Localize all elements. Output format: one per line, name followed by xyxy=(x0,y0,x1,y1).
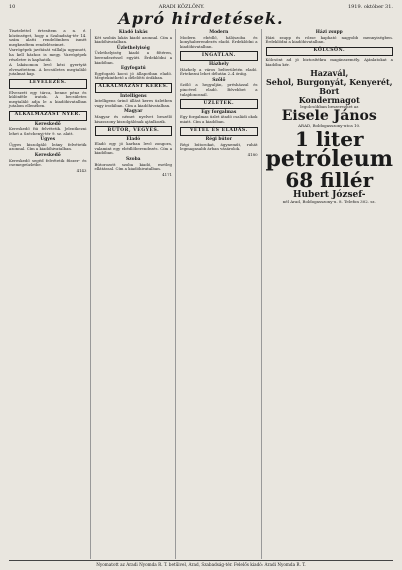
display-ad-line: petróleum xyxy=(265,145,393,172)
ad-text: Tisztelettel értesítem a n. é. közönséget, hogy a Szabadság-tér 14. szám alatti rendelőmben ismét megkezdtem rendeléseimet. xyxy=(9,28,87,47)
ad-text: Házi zsupp és rőzse kapható nagyobb mennyiségben. Érdeklődni a kiadóhivatalban. xyxy=(265,34,393,45)
ad-text: Szőlő a hegyalján, présházzal és pincével eladó. Bővebbet a tulajdonosnál. xyxy=(180,82,258,97)
ad-text: Kölcsönt ad jó biztosítékra magánszemély. Ajánlatokat a kiadóba kér. xyxy=(265,57,393,67)
section-heading: ALKALMAZÁST KERES. xyxy=(95,83,173,93)
display-ad-line: Sehol, Burgonyát, Kenyerét, Bort xyxy=(266,76,393,96)
ad-text: Varrógépek javítását vállalja ugyanott, ha kell házhoz is megy. Varrógépek részletre is kaphatók. xyxy=(9,47,87,62)
issue-date: 1919. október 31. xyxy=(347,4,393,10)
display-ad-line: 1 liter xyxy=(294,126,364,151)
ad-heading: Egy forgalmas xyxy=(201,109,237,115)
ad-heading: Régi bútor xyxy=(205,137,232,143)
section-heading: LEVELEZÉS. xyxy=(9,79,87,89)
column-1 xyxy=(9,29,91,559)
ad-text: Egyfogatú kocsi jó állapotban eladó. Megtekinthető a délelőtti órákban. xyxy=(94,70,173,81)
ad-text: Eladó egy jó karban levő zongora, valamint egy ebédlőberendezés. Cím a kiadóban. xyxy=(94,141,173,156)
ad-heading: Egyfogatú xyxy=(120,66,146,72)
display-ad-line: Kondermagot xyxy=(298,94,360,105)
ad-heading: Kereskedő xyxy=(34,153,61,159)
ad-heading: Házhely xyxy=(208,61,229,67)
ad-text: Elveszett egy tárca, benne pénz és különféle iratok. A becsületes megtaláló adja le a kiadóhivatalban jutalom ellenében. xyxy=(9,89,87,109)
ad-heading: Magyar xyxy=(124,109,143,115)
page-title: Apró hirdetések. xyxy=(118,9,284,28)
display-ad-caption: legolcsóbban beszerezhet az xyxy=(300,103,359,109)
ad-heading: Kereskedő xyxy=(34,121,61,127)
ad-heading: Házi zsupp xyxy=(315,30,343,35)
display-ad-name: Eisele János xyxy=(281,108,377,125)
ad-number: 4180 xyxy=(247,151,258,157)
section-heading: VÉTEL ÉS ELADÁS. xyxy=(180,127,258,137)
display-ad-line: Hazavál, xyxy=(310,67,349,78)
ad-text: Régi bútorokat, ágyneműt, ruhát legmagasabb árban vásárolok. xyxy=(180,141,258,152)
ad-text: Házhely a város belterületén eladó. Értekezni lehet délután 2–4 óráig. xyxy=(180,66,258,77)
ad-number: 4171 xyxy=(162,171,173,177)
ad-heading: Eladó xyxy=(126,136,141,142)
ad-heading: Intelligens xyxy=(119,93,147,99)
ad-heading: Szoba xyxy=(126,157,141,163)
ad-heading: Üzlethelyiség xyxy=(116,45,150,51)
display-ad-address: nél Arad, Boldogasszony-u. 8. Telefon 302. sz. xyxy=(282,198,376,204)
ad-text: Bútorozott szoba kiadó, esetleg ellátással. Cím a kiadóhivatalban. xyxy=(94,161,173,172)
ad-text: Kereskedő fiú felvétetik. Jelentkezni lehet a Széchenyi-tér 9. sz. alatt. xyxy=(9,126,87,136)
ad-text: Üzlethelyiség kiadó a főtéren, berendezéssel együtt. Érdeklődni a kiadóban. xyxy=(94,50,173,65)
section-heading: INGATLAN. xyxy=(180,51,258,61)
ad-text: Magyar és német nyelvet beszélő kisasszony kiszolgálónak ajánlkozik. xyxy=(94,113,173,124)
ad-text: Ügyes kiszolgáló leány felvétetik azonnal. Cím a kiadóhivatalban. xyxy=(9,141,87,152)
page-footer: Nyomatott az Aradi Nyomda R. T. betűivel, Arad, Szabadság-tér. Felelős kiadó: Aradi Nyomda R. T. xyxy=(9,560,393,567)
newspaper-name: ARADI KÖZLÖNY. xyxy=(158,4,205,10)
ad-heading: Kiadó lakás xyxy=(118,30,148,35)
ad-heading: Ügyes xyxy=(40,137,56,143)
section-heading: BÚTOR, VEGYES. xyxy=(95,126,173,136)
display-ad-price: 68 fillér xyxy=(285,167,374,192)
ad-text: Kereskedő segéd felvétetik fűszer- és csemegeüzletbe. xyxy=(9,157,87,168)
ad-number: 4143 xyxy=(76,167,87,173)
column-4 xyxy=(266,29,393,559)
ad-columns xyxy=(9,29,393,559)
section-heading: KÖLCSÖN. xyxy=(266,47,393,57)
ad-text: Két szobás lakás kiadó azonnal. Cím a kiadóhivatalban. xyxy=(94,34,173,45)
column-3 xyxy=(180,29,262,559)
page-number: 10 xyxy=(9,4,16,10)
ad-text: Intelligens úrinő állást keres üzletben vagy irodában. Cím a kiadóhivatalban. xyxy=(94,98,173,108)
display-ad-name: Hubert József- xyxy=(292,189,366,200)
ad-heading: Modern xyxy=(209,30,229,35)
ad-text: Egy forgalmas üzlet átadó családi okok miatt. Cím a kiadóban. xyxy=(180,114,258,124)
section-heading: ALKALMAZÁST NYER. xyxy=(9,111,87,121)
section-heading: ÜZLETEK. xyxy=(180,99,258,109)
ad-heading: Szőlő xyxy=(212,77,226,83)
display-ad-address: ARAD, Boldogasszony-utca 10. xyxy=(298,123,361,129)
ad-text: Modern ebédlő, hálószoba és konyhaberendezés eladó. Érdeklődni a kiadóhivatalban. xyxy=(180,34,258,49)
ad-text: A lakásomon levő kézi gyertyát elveszítettem. A becsületes megtaláló jutalmat kap. xyxy=(9,62,87,77)
column-2 xyxy=(95,29,177,559)
